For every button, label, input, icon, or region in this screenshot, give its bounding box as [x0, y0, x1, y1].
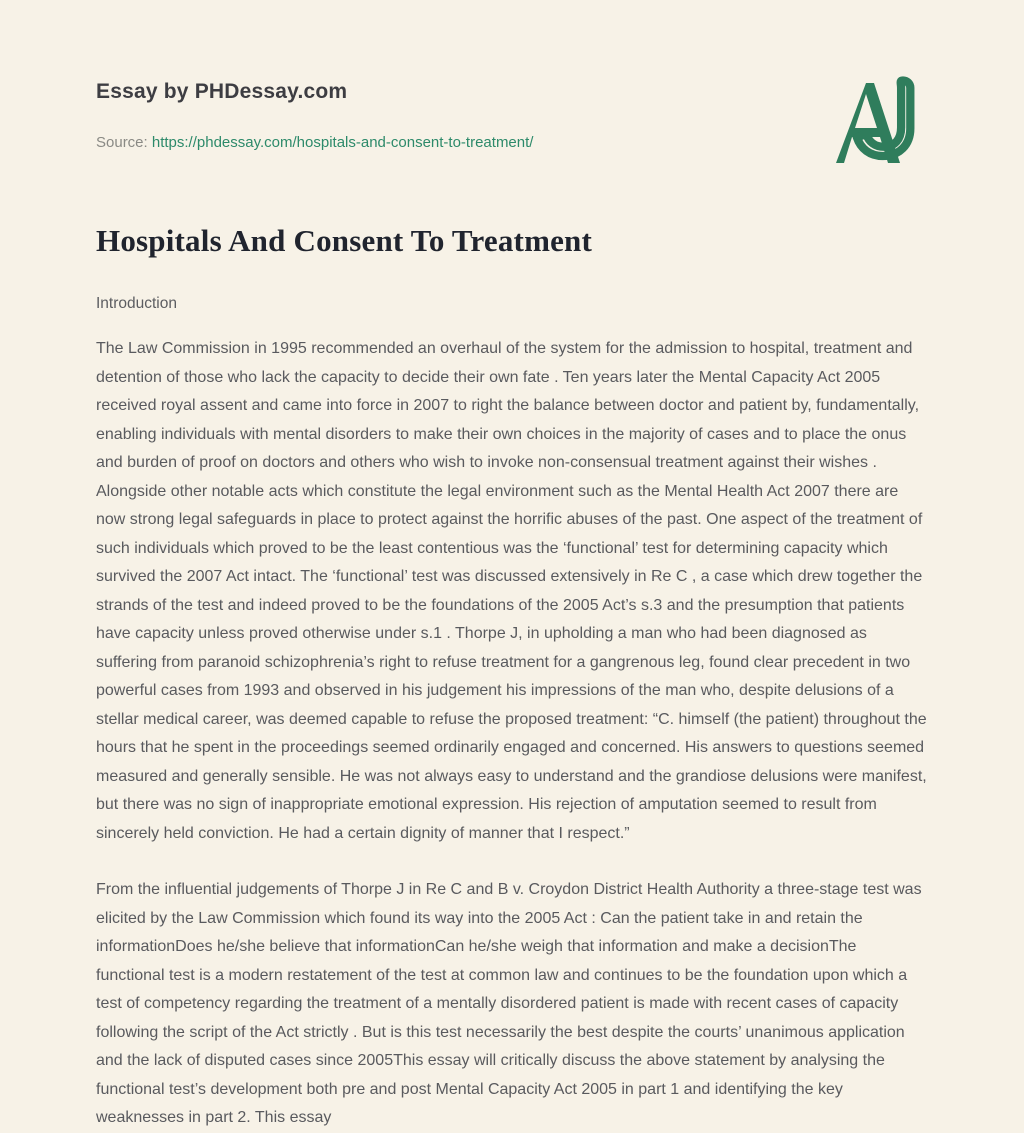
essay-paragraph: The Law Commission in 1995 recommended an overhaul of the system for the admission to hospital, treatment and detention of those who lack the capacity to decide their own fate . Ten years later the Mental Capacity Act 2005 received royal assent and came into force in 2007 to right the balance between doctor and patient by, fundamentally, enabling individuals with mental disorders to make their own choices in the majority of cases and to place the onus and burden of proof on doctors and others who wish to invoke non-consensual treatment against their wishes . Alongside other notable acts which constitute the legal environment such as the Mental Health Act 2007 there are now strong legal safeguards in place to protect against the horrific abuses of the past. One aspect of the treatment of such individuals which proved to be the least contentious was the ‘functional’ test for determining capacity which survived the 2007 Act intact. The ‘functional’ test was discussed extensively in Re C , a case which drew together the strands of the test and indeed proved to be the foundations of the 2005 Act’s s.3 and the presumption that patients have capacity unless proved otherwise under s.1 . Thorpe J, in upholding a man who had been diagnosed as suffering from paranoid schizophrenia’s right to refuse treatment for a gangrenous leg, found clear precedent in two powerful cases from 1993 and observed in his judgement his impressions of the man who, despite delusions of a stellar medical career, was deemed capable to refuse the proposed treatment: “C. himself (the patient) throughout the hours that he spent in the proceedings seemed ordinarily engaged and concerned. His answers to questions seemed measured and generally sensible. He was not always easy to understand and the grandiose delusions were manifest, but there was no sign of inappropriate emotional expression. His rejection of amputation seemed to result from sincerely held conviction. He had a certain dignity of manner that I respect.”: [96, 340, 927, 842]
page-title: Hospitals And Consent To Treatment: [96, 223, 593, 258]
essay-paragraph: From the influential judgements of Thorpe J in Re C and B v. Croydon District Health Authority a three-stage test was elicited by the Law Commission which found its way into the 2005 Act : Can the patient take in and retain the informationDoes he/she believe that informationCan he/she weigh that information and make a decisionThe functional test is a modern restatement of the test at common law and continues to be the foundation upon which a test of competency regarding the treatment of a mentally disordered patient is made with recent cases of capacity following the script of the Act strictly . But is this test necessarily the best despite the courts’ unanimous application and the lack of disputed cases since 2005This essay will critically discuss the above statement by analysing the functional test’s development both pre and post Mental Capacity Act 2005 in part 1 and identifying the key weaknesses in part 2. This essay: [96, 881, 922, 1126]
page-header: [96, 75, 928, 151]
source-label: Source:: [96, 134, 148, 151]
phdessay-logo-icon: [828, 75, 938, 170]
source-line: [96, 134, 928, 151]
introduction-label: Introduction: [96, 295, 177, 312]
byline: Essay by PHDessay.com: [96, 80, 348, 103]
source-url-link[interactable]: https://phdessay.com/hospitals-and-consent-to-treatment/: [151, 134, 534, 151]
essay-body: [96, 335, 928, 1133]
